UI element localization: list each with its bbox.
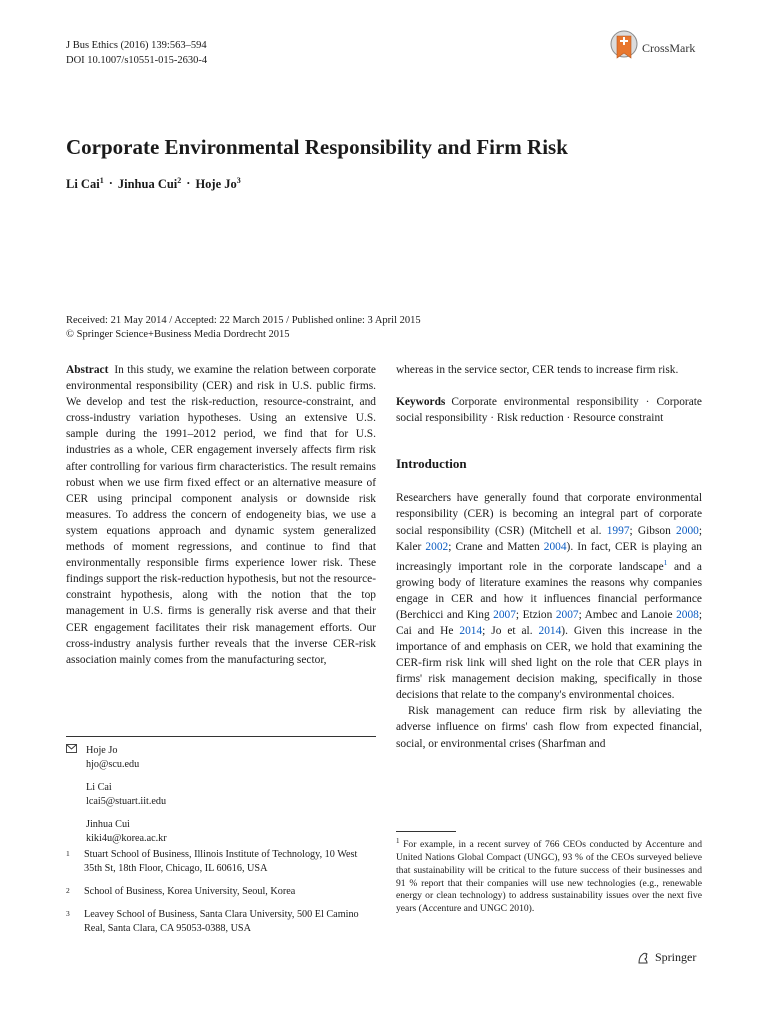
footnote	[396, 835, 702, 916]
contact-email[interactable]: kiki4u@korea.ac.kr	[86, 833, 167, 844]
citation-link[interactable]: 2002	[425, 540, 449, 553]
right-column	[396, 362, 702, 752]
affiliation-entry	[66, 885, 376, 899]
author-separator: ·	[186, 176, 191, 190]
publication-history	[66, 314, 421, 342]
citation-link[interactable]: 2008	[676, 608, 699, 621]
doi-line[interactable]: DOI 10.1007/s10551-015-2630-4	[66, 55, 208, 66]
journal-citation	[66, 38, 207, 68]
keywords-paragraph	[396, 394, 702, 426]
copyright-line: © Springer Science+Business Media Dordrecht 2015	[66, 329, 290, 340]
abstract-text: In this study, we examine the relation between corporate environmental responsibility (CER) and risk in U.S. public firms. We develop and test the risk-reduction, resource-constraint, and cross-industry variation hypotheses. Using an extensive U.S. sample during the 1991–2012 period, we find that for U.S. industries as a whole, CER engagement inversely affects firm risk after controlling for various firm characteristics. The result remains robust when we use firm fixed effect or an alternative measure of CER using principal component analysis or downside risk measures. To address the concern of endogeneity bias, we use a system equations approach and dynamic system generalized methods of moment regressions, and continue to find that environmentally responsible firms experience lower risk. These findings support the risk-reduction hypothesis, but not the resource-constraint hypothesis, along with the notion that the top management in U.S. firms is generally risk averse and that their CER engagement facilitates their risk management efforts. Our cross-industry analysis further reveals that the inverse CER-risk association mainly comes from the manufacturing sector,	[66, 364, 376, 666]
citation-link[interactable]: 1997	[606, 524, 630, 537]
citation-link[interactable]: 2004	[543, 540, 567, 553]
contact-name: Hoje Jo	[86, 745, 118, 756]
crossmark-logo-icon	[610, 30, 638, 66]
footnote-link[interactable]: 1	[663, 557, 668, 567]
contact-email[interactable]: hjo@scu.edu	[86, 759, 140, 770]
envelope-icon	[66, 744, 78, 772]
citation-link[interactable]: 2014	[459, 624, 483, 637]
contact-entry	[66, 781, 376, 809]
introduction-heading: Introduction	[396, 456, 467, 472]
affiliation-text: Stuart School of Business, Illinois Institute of Technology, 10 West 35th St, 18th Floor, Chicago, IL 60616, USA	[84, 849, 358, 874]
introduction-paragraph-1: Researchers have generally found that corporate environmental responsibility (CER) is becoming an integral part of corporate social responsibility (CSR) (Mitchell et al. 1997; Gibson 2000; Kaler 2002; Crane and Matten 2004). In fact, CER is playing an increasingly important role in the corporate landscape$^1$ and a growing body of literature examines the reasons why companies engage in CER and how it influences financial performance (Berchicci and King 2007; Etzion 2007; Ambec and Lanoie 2008; Cai and He 2014; Jo et al. 2014). Given this increase in the importance of and emphasis on CER, we hold that examining the CER-firm risk link will shed light on the role that CER plays in firms' risk management decision making, specifically in those decisions that relate to the company's environmental choices.	[396, 492, 703, 702]
author-list	[66, 176, 241, 192]
contact-email[interactable]: lcai5@stuart.iit.edu	[86, 796, 167, 807]
publisher-logo[interactable]	[636, 950, 696, 965]
affiliation-list	[66, 848, 376, 945]
contact-name: Jinhua Cui	[86, 819, 130, 830]
paper-title: Corporate Environmental Responsibility and Firm Risk	[66, 135, 568, 159]
crossmark-badge[interactable]	[610, 30, 706, 66]
contact-list	[66, 744, 376, 855]
introduction-paragraph-2: Risk management can reduce firm risk by alleviating the adverse influence on firms' cash flow from expected financial, social, or environmental crises (Sharfman and	[396, 705, 702, 750]
affiliation-entry	[66, 908, 376, 936]
contact-entry	[66, 818, 376, 846]
footnote-divider	[396, 831, 456, 832]
abstract-column	[66, 362, 376, 668]
affiliation-number: 2	[66, 886, 70, 895]
citation-link[interactable]: 2014	[538, 624, 562, 637]
contact-name: Li Cai	[86, 782, 112, 793]
affiliation-text: School of Business, Korea University, Seoul, Korea	[84, 886, 296, 897]
citation-link[interactable]: 2007	[555, 608, 579, 621]
citation-link[interactable]: 2007	[493, 608, 516, 621]
author-name[interactable]: Jinhua Cui$^2$	[117, 176, 182, 192]
abstract-continuation: whereas in the service sector, CER tends to increase firm risk.	[396, 364, 679, 376]
publisher-name: Springer	[655, 950, 697, 964]
author-name[interactable]: Li Cai$^1$	[66, 176, 104, 192]
affiliation-entry	[66, 848, 376, 876]
author-separator: ·	[108, 176, 113, 190]
citation-link[interactable]: 2000	[676, 524, 699, 537]
footnote-number: 1	[396, 837, 400, 845]
received-line: Received: 21 May 2014 / Accepted: 22 March 2015 / Published online: 3 April 2015	[66, 315, 421, 326]
author-name[interactable]: Hoje Jo$^3$	[195, 176, 241, 192]
abstract-heading: Abstract	[66, 364, 109, 376]
springer-horse-icon	[636, 951, 650, 965]
affiliation-number: 3	[66, 909, 70, 918]
journal-line: J Bus Ethics (2016) 139:563–594	[66, 40, 207, 51]
crossmark-label: CrossMark	[642, 40, 696, 55]
affiliation-number: 1	[66, 849, 70, 858]
affiliation-text: Leavey School of Business, Santa Clara University, 500 El Camino Real, Santa Clara, CA 95053-0388, USA	[84, 909, 359, 934]
affiliation-divider	[66, 736, 376, 737]
footnote-text: For example, in a recent survey of 766 CEOs conducted by Accenture and United Nations Global Compact (UNGC), 93 % of the CEOs surveyed believe that sustainability will be critical to the future success of their businesses and 91 % report that their companies will use new technologies (e.g., renewable energy or clean technology) to address sustainability issues over the next five years (Accenture and UNGC 2010).	[396, 839, 702, 915]
abstract-paragraph	[66, 362, 376, 668]
keywords-heading: Keywords	[396, 396, 446, 409]
contact-entry	[66, 744, 376, 772]
keywords-text: Corporate environmental responsibility · Corporate social responsibility · Risk reduction · Resource constraint	[396, 396, 702, 425]
